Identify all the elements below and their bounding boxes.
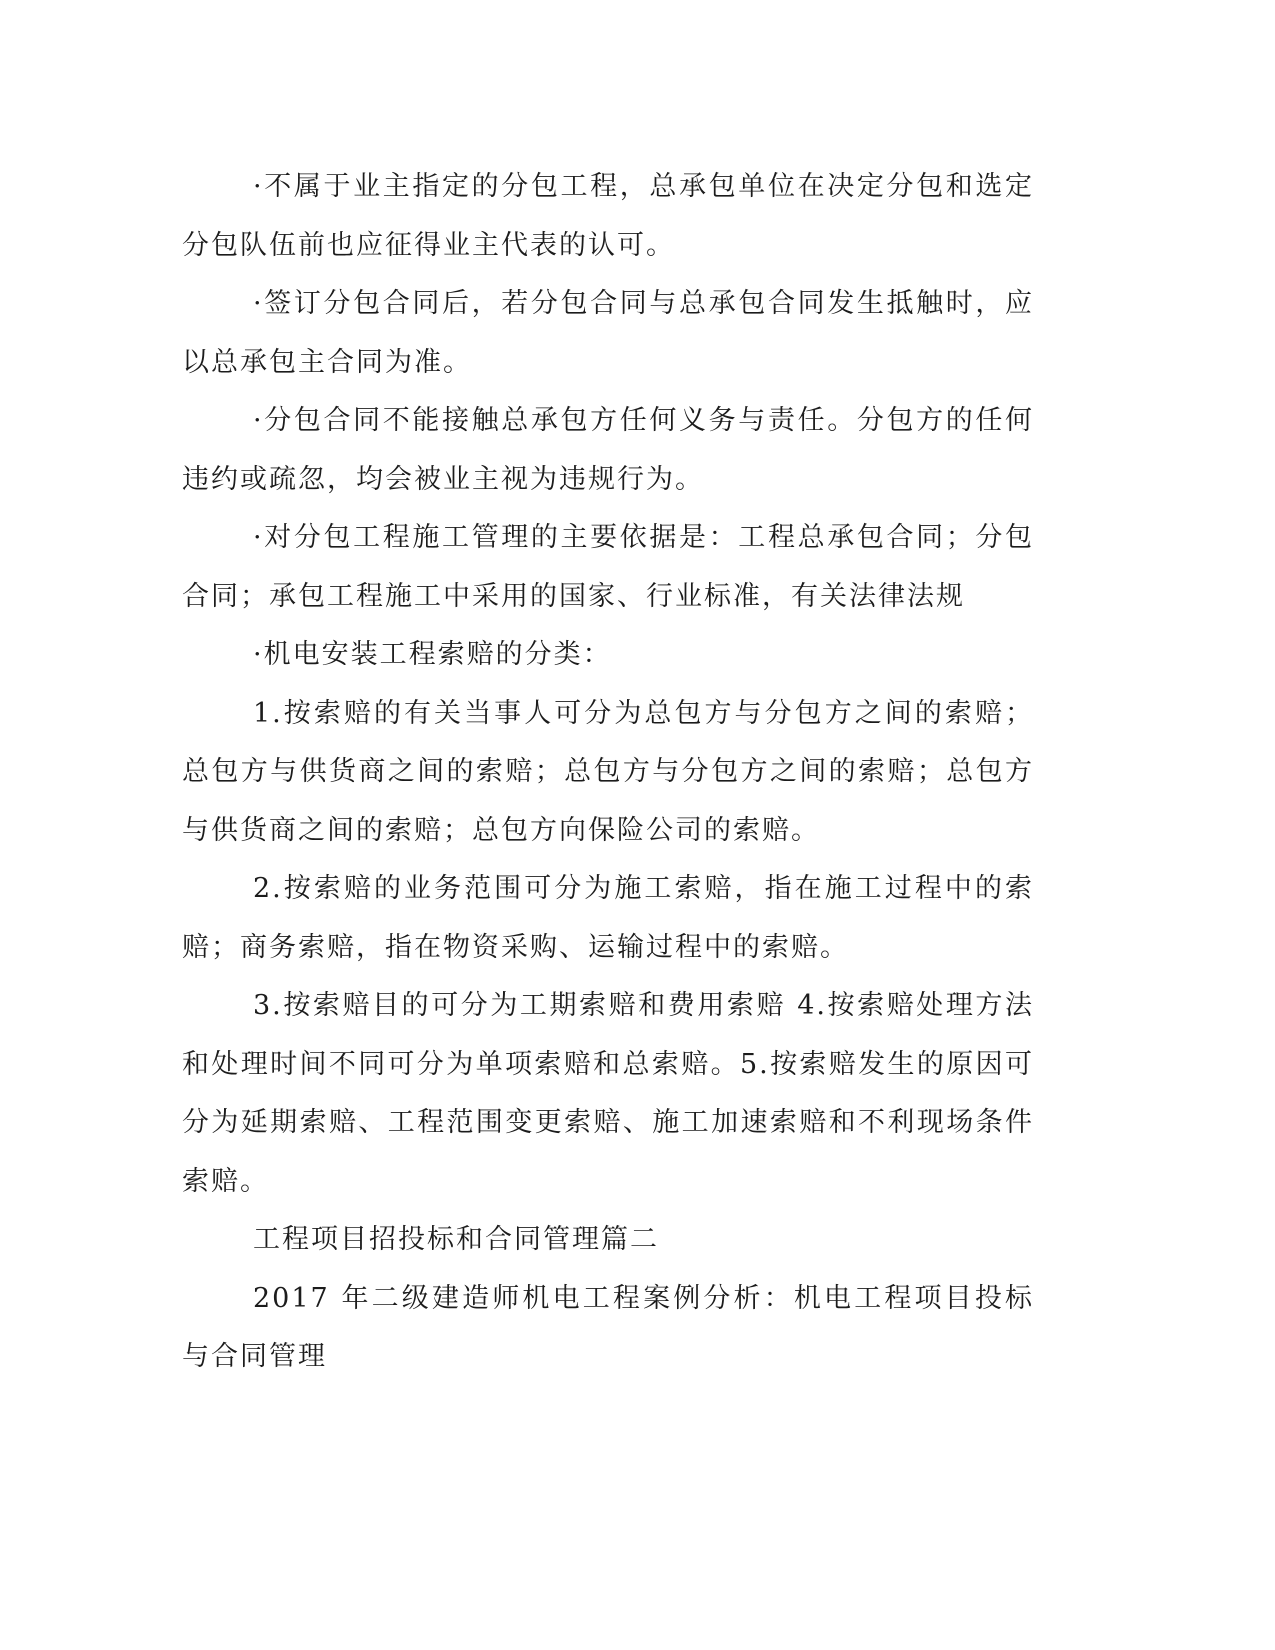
paragraph-subcontract-approval: ·不属于业主指定的分包工程，总承包单位在决定分包和选定分包队伍前也应征得业主代表的认可。 (182, 171, 1034, 261)
document-body (182, 158, 1034, 1387)
paragraph-management-basis: ·对分包工程施工管理的主要依据是：工程总承包合同；分包合同；承包工程施工中采用的国家、行业标准，有关法律法规 (182, 522, 1034, 612)
section-heading: 工程项目招投标和合同管理篇二 (253, 1224, 659, 1255)
paragraph-claims-classification: ·机电安装工程索赔的分类： (253, 639, 612, 670)
paragraph-subcontract-obligations: ·分包合同不能接触总承包方任何义务与责任。分包方的任何违约或疏忽，均会被业主视为违规行为。 (182, 405, 1034, 495)
paragraph-case-title: 2017 年二级建造师机电工程案例分析：机电工程项目投标与合同管理 (182, 1282, 1034, 1372)
paragraph-contract-conflict: ·签订分包合同后，若分包合同与总承包合同发生抵触时，应以总承包主合同为准。 (182, 288, 1034, 378)
paragraph-claims-by-party: 1.按索赔的有关当事人可分为总包方与分包方之间的索赔；总包方与供货商之间的索赔；总包方与分包方之间的索赔；总包方与供货商之间的索赔；总包方向保险公司的索赔。 (182, 697, 1034, 846)
paragraph-claims-by-purpose: 3.按索赔目的可分为工期索赔和费用索赔 4.按索赔处理方法和处理时间不同可分为单项索赔和总索赔。5.按索赔发生的原因可分为延期索赔、工程范围变更索赔、施工加速索赔和不利现场条件索赔。 (182, 990, 1034, 1197)
paragraph-claims-by-scope: 2.按索赔的业务范围可分为施工索赔，指在施工过程中的索赔；商务索赔，指在物资采购、运输过程中的索赔。 (182, 873, 1034, 963)
